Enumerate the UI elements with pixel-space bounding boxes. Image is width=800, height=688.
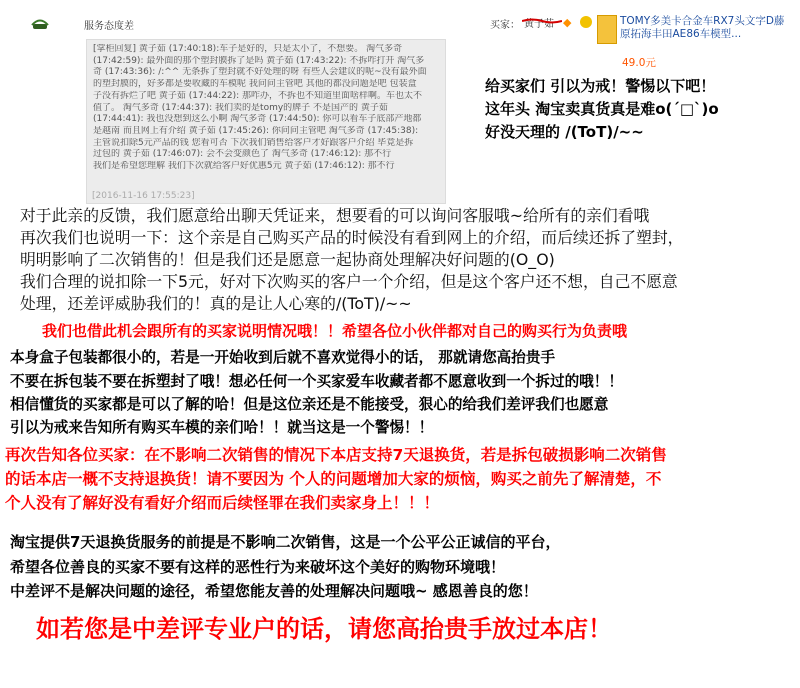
notice-line: 本身盒子包装都很小的，若是一开始收到后就不喜欢觉得小的话， 那就请您高抬贵手	[10, 349, 556, 366]
statement-line: 对于此亲的反馈，我们愿意给出聊天凭证来，想要看的可以询问客服哦~给所有的亲们看哦	[20, 206, 650, 225]
platform-line: 淘宝提供7天退换货服务的前提是不影响二次销售，这是一个公平公正诚信的平台，	[10, 533, 561, 551]
chat-line: [掌柜回复] 黄子茹 (17:40:18):车子是好的，只是太小了，不想要。 淘气多奇	[93, 44, 403, 54]
platform-line: 希望各位善良的买家不要有这样的恶性行为来破坏这个美好的购物环境哦！	[10, 558, 506, 576]
redacted-scribble-icon	[522, 18, 562, 24]
policy-line: 的话本店一概不支持退换货！请不要因为 个人的问题增加大家的烦恼，购买之前先了解清楚，不	[5, 470, 662, 488]
product-title-link[interactable]: TOMY多美卡合金车RX7头文字D藤原拓海丰田AE86车模型...	[620, 15, 785, 40]
statement-line: 我们合理的说扣除一下5元，好对下次购买的客户一个介绍，但是这个客户还不想，自己不愿意	[20, 272, 678, 291]
statement-line: 处理，还差评威胁我们的！真的是让人心寒的/(ToT)/~~	[20, 294, 412, 313]
chat-line: 是越南 而且网上有介绍 黄子茹 (17:45:26): 你问问主管吧 淘气多奇 (17:45:38):	[93, 125, 419, 136]
warning-line: 给买家们 引以为戒！警惕以下吧！	[485, 77, 716, 95]
policy-line: 个人没有了解好没有看好介绍而后续怪罪在我们卖家身上！！！	[5, 494, 440, 512]
buyer-label: 买家：	[490, 20, 520, 31]
chat-timestamp: [2016-11-16 17:55:23]	[92, 191, 195, 201]
chat-line: 值了。 淘气多奇 (17:44:37): 我们卖的是tomy的牌子 不是国产的 黄子茹	[93, 102, 388, 113]
statement-line: 再次我们也说明一下：这个亲是自己购买产品的时候没有看到网上的介绍，而后续还拆了塑封，	[20, 228, 684, 247]
diamond-badge-icon: ◆	[563, 16, 572, 29]
notice-line: 不要在拆包装不要在拆塑封了哦！想必任何一个买家爱车收藏者都不愿意收到一个拆过的哦！！	[10, 373, 623, 390]
statement-line: 明明影响了二次销售的！但是我们还是愿意一起协商处理解决好问题的(O_O)	[20, 250, 555, 269]
product-thumbnail[interactable]	[597, 15, 617, 44]
platform-line: 中差评不是解决问题的途径，希望您能友善的处理解决问题哦~ 感恩善良的您！	[10, 582, 538, 600]
notice-line: 引以为戒来告知所有购买车模的亲们哈！！就当这是一个警惕！！	[10, 419, 434, 436]
warning-block	[485, 75, 719, 144]
coin-badge-icon	[580, 16, 592, 28]
policy-block	[5, 443, 800, 515]
chat-line: 子没有拆烂了吧 黄子茹 (17:44:22): 那咋办，不拆也不知道里面啥样啊。车也太不	[93, 90, 423, 101]
chat-log-box	[86, 39, 446, 204]
plea-banner: 如若您是中差评专业户的话，请您高抬贵手放过本店！	[36, 615, 612, 643]
rating-label: 服务态度差	[84, 21, 134, 32]
warning-line: 好没天理的 /(ToT)/~~	[485, 123, 644, 141]
chat-line: (17:42:59): 最外面的那个塑封膜拆了是吗 黄子茹 (17:43:22): 不拆咋打开 淘气多	[93, 55, 425, 66]
policy-line: 在不影响二次销售的情况下本店支持7天退换货，若是拆包破损影响二次销售	[144, 446, 667, 464]
product-price: 49.0元	[622, 57, 656, 69]
chat-line: 奇 (17:43:36): /:^^ 无条拆了塑封就不好处理的呀 有些人会建议的呢~没有最外面	[93, 67, 427, 78]
rating-face-icon	[30, 16, 50, 30]
policy-label: 再次告知各位买家：	[5, 446, 145, 464]
notice-line: 相信懂货的买家都是可以了解的哈！但是这位亲还是不能接受，狠心的给我们差评我们也愿意	[10, 396, 609, 413]
chat-line: 主管说扣除5元产品的钱 您看可否 下次我们销售给客户才好跟客户介绍 毕竟是拆	[93, 137, 414, 148]
chat-line: (17:44:41): 我也没想到这么小啊 淘气多奇 (17:44:50): 你可以看车子底部产地都	[93, 114, 422, 125]
chat-line: 我们是希望您理解 我们下次就给客户好优惠5元 黄子茹 (17:46:12): 那不行	[93, 161, 395, 172]
buyer-name: 黄子茹	[524, 19, 554, 30]
warning-line: 这年头 淘宝卖真货真是难o(ˊ□ˋ)o	[485, 100, 719, 118]
notice-heading: 我们也借此机会跟所有的买家说明情况哦！！希望各位小伙伴都对自己的购买行为负责哦	[42, 322, 628, 340]
chat-line: 过包的 黄子茹 (17:46:07): 会不会变颜色了 淘气多奇 (17:46:12): 那不行	[93, 149, 392, 160]
chat-line: 的塑封膜的，好多都是要收藏的车模呢 我问问主管吧 其他的都没问题是吧 包装盒	[93, 79, 417, 90]
